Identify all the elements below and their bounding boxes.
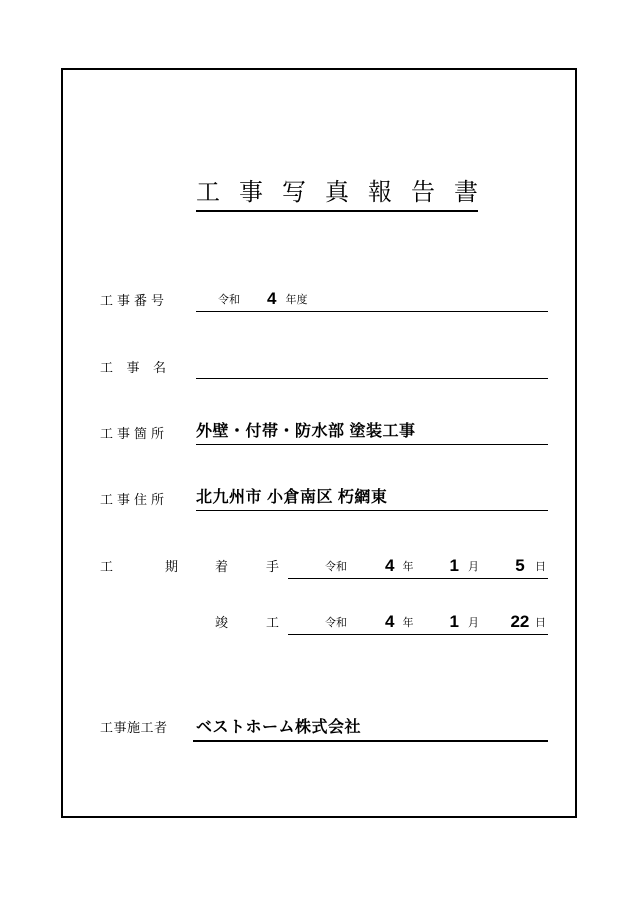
sub-label-start-second: 手 xyxy=(266,559,280,574)
field-label-construction-number: 工事番号 xyxy=(100,293,169,308)
field-line-end-date xyxy=(288,609,548,635)
end-day-unit: 日 xyxy=(534,617,546,629)
fiscal-year-value: 4 xyxy=(267,289,277,308)
fiscal-year-suffix: 年度 xyxy=(285,294,308,306)
start-month-unit: 月 xyxy=(467,561,479,573)
field-label-period-first: 工 xyxy=(100,559,114,574)
start-day-value: 5 xyxy=(515,556,525,575)
field-label-construction-section: 工事箇所 xyxy=(100,426,169,441)
field-label-construction-address: 工事住所 xyxy=(100,492,169,507)
field-label-contractor: 工事施工者 xyxy=(100,720,168,735)
end-year-unit: 年 xyxy=(402,617,414,629)
page-title: 工事写真報告書 xyxy=(196,180,497,206)
start-year-value: 4 xyxy=(385,556,395,575)
page-title-underline xyxy=(196,180,497,212)
end-era-text: 令和 xyxy=(325,617,347,629)
field-line-construction-section xyxy=(196,419,548,445)
start-day-unit: 日 xyxy=(534,561,546,573)
field-label-period-second: 期 xyxy=(165,559,179,574)
field-line-contractor xyxy=(193,715,548,742)
era-text: 令和 xyxy=(218,294,240,306)
start-year-unit: 年 xyxy=(402,561,414,573)
field-line-construction-name xyxy=(196,354,548,379)
field-line-construction-number xyxy=(196,287,548,312)
field-label-construction-name: 工事名 xyxy=(100,360,180,375)
sub-label-start-first: 着 xyxy=(215,559,229,574)
contractor-value: ベストホーム株式会社 xyxy=(196,719,362,736)
start-era-text: 令和 xyxy=(325,561,347,573)
construction-section-value: 外壁・付帯・防水部 塗装工事 xyxy=(196,423,416,440)
field-line-start-date xyxy=(288,553,548,579)
end-month-unit: 月 xyxy=(467,617,479,629)
sub-label-end-first: 竣 xyxy=(215,615,229,630)
construction-address-value: 北九州市 小倉南区 朽網東 xyxy=(196,489,388,506)
sub-label-end-second: 工 xyxy=(266,615,280,630)
end-year-value: 4 xyxy=(385,612,395,631)
end-day-value: 22 xyxy=(510,612,530,631)
end-month-value: 1 xyxy=(449,612,459,631)
field-line-construction-address xyxy=(196,485,548,511)
start-month-value: 1 xyxy=(449,556,459,575)
